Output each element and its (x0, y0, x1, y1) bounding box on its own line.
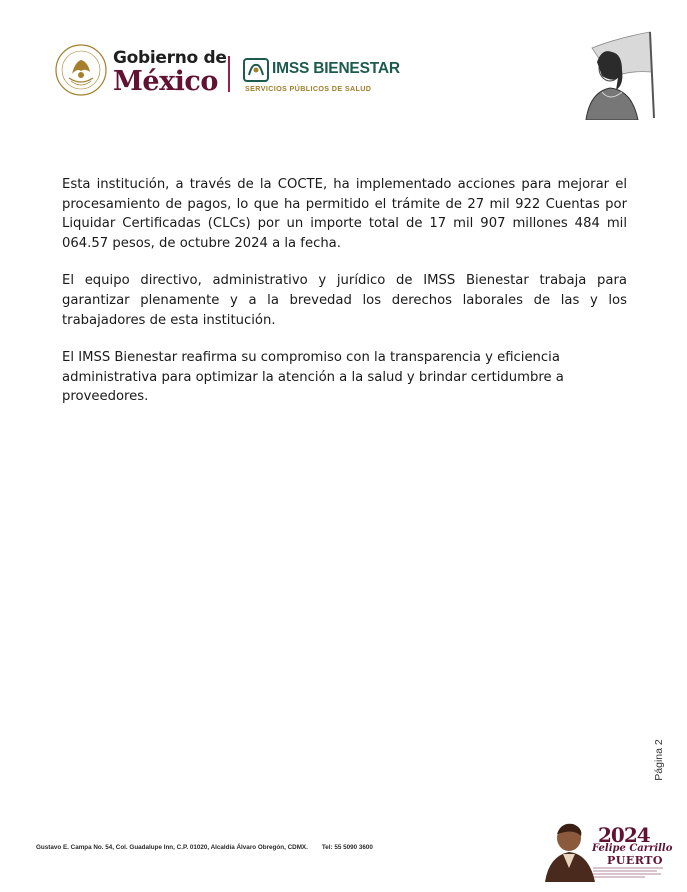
footer-address (36, 844, 373, 851)
logo-line-1: Gobierno de (113, 48, 227, 68)
imss-bienestar-emblem-icon (243, 58, 269, 82)
page-number-label (648, 734, 670, 794)
page-number-text: Página 2 (653, 739, 665, 781)
logo-line-2: México (113, 66, 218, 97)
emblem-name: Felipe Carrillo (592, 843, 673, 854)
logo-divider (228, 56, 230, 92)
paragraph-2: El equipo directivo, administrativo y jurídico de IMSS Bienestar trabaja para garantizar plenamente y a la brevedad los derechos laborales de las y los trabajadores de esta institución. (62, 273, 627, 328)
phone-text: Tel: 55 5090 3600 (321, 844, 373, 851)
national-seal-icon (55, 44, 107, 96)
heroine-flag-illustration-icon (572, 30, 658, 120)
imss-subtitle: SERVICIOS PÚBLICOS DE SALUD (245, 84, 372, 93)
gobierno-de-mexico-logo (113, 50, 227, 95)
imss-name: IMSS BIENESTAR (272, 60, 400, 77)
address-text: Gustavo E. Campa No. 54, Col. Guadalupe Inn, C.P. 01020, Alcaldía Álvaro Obregón, CDMX. (36, 844, 308, 851)
document-body (62, 175, 627, 425)
paragraph-1: Esta institución, a través de la COCTE, ha implementado acciones para mejorar el procesamiento de pagos, lo que ha permitido el trámite de 27 mil 922 Cuentas por Liquidar Certificadas (CLCs) por un importe total de 17 mil 907 millones 484 mil 064.57 pesos, de octubre 2024 a la fecha. (62, 177, 627, 251)
paragraph-3: El IMSS Bienestar reafirma su compromiso con la transparencia y eficiencia administrativa para optimizar la atención a la salud y brindar certidumbre a proveedores. (62, 350, 564, 405)
emblem-surname: PUERTO (607, 854, 663, 867)
emblem-year: 2024 (598, 823, 650, 847)
letterhead (0, 0, 687, 140)
